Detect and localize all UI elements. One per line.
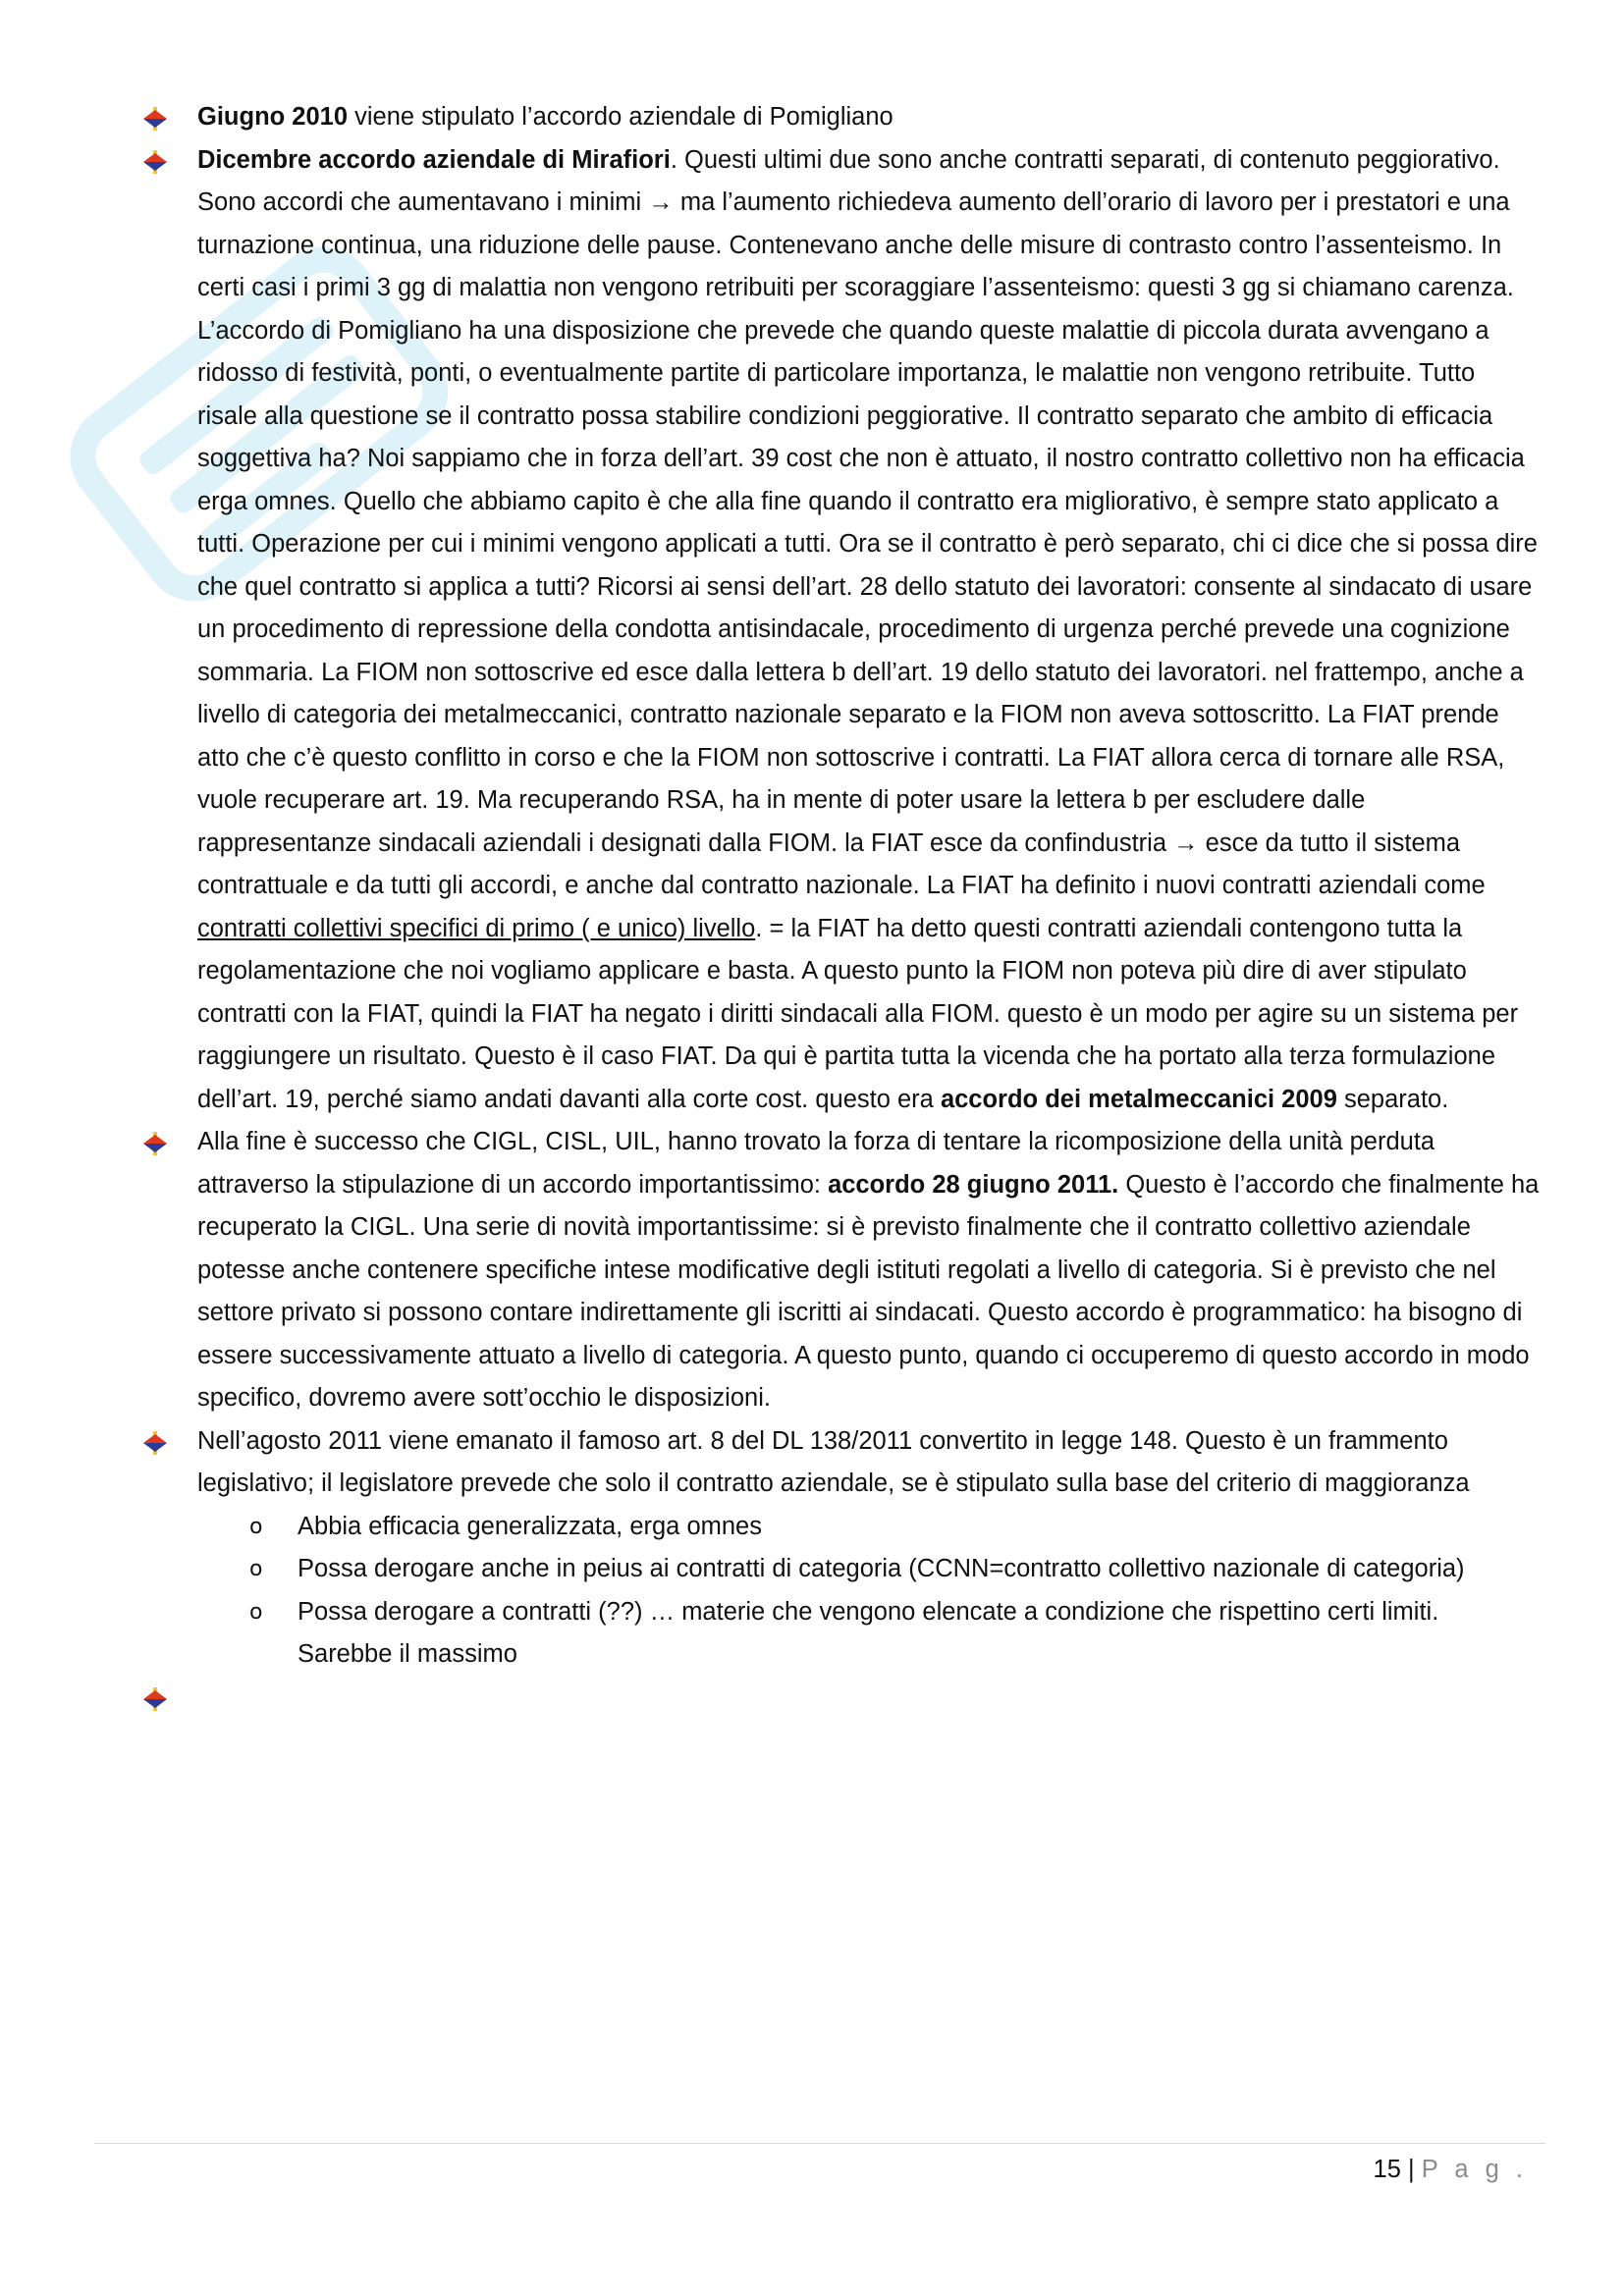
bullet-item xyxy=(145,1420,1540,1506)
bullet-text xyxy=(197,1420,1540,1506)
sub-list-item xyxy=(145,1506,1540,1549)
sub-list-item xyxy=(145,1548,1540,1591)
bullet-text xyxy=(197,139,1540,1122)
underlined-text-segment: contratti collettivi specifici di primo ( e unico) livello xyxy=(197,914,756,942)
bullet-arrow-icon xyxy=(143,1431,167,1455)
sub-list-text: Possa derogare a contratti (??) … materie che vengono elencate a condizione che rispettino certi limiti. Sarebbe il massimo xyxy=(298,1597,1439,1668)
sub-list-item xyxy=(145,1591,1540,1677)
bullet-item xyxy=(145,1121,1540,1420)
bullet-arrow-icon xyxy=(143,150,167,174)
sub-bullet-marker: o xyxy=(249,1599,263,1625)
text-segment: separato. xyxy=(1336,1085,1449,1113)
sub-bullet-marker: o xyxy=(249,1557,263,1581)
bullet-text xyxy=(197,96,1540,139)
bold-text-segment: Dicembre accordo aziendale di Mirafiori xyxy=(197,145,671,174)
bullet-item xyxy=(145,139,1540,1122)
bullet-item xyxy=(145,96,1540,139)
text-segment: Nell’agosto 2011 viene emanato il famoso art. 8 del DL 138/2011 convertito in legge 148. Questo è un frammento legislativo; il legislatore prevede che solo il contratto aziendale, se è stipulato sulla base del criterio di maggioranza xyxy=(197,1426,1470,1497)
bullet-text xyxy=(197,1121,1540,1420)
bullet-item-empty xyxy=(145,1677,1540,1720)
text-segment: . = la FIAT ha detto questi contratti aziendali contengono tutta la regolamentazione che noi vogliamo applicare e basta. A questo punto la FIOM non poteva più dire di aver stipulato contratti con la FIAT, quindi la FIAT ha negato i diritti sindacali alla FIOM. questo è un modo per agire su un sistema per raggiungere un risultato. Questo è il caso FIAT. Da qui è partita tutta la vicenda che ha portato alla terza formulazione dell’art. 19, perché siamo andati davanti alla corte cost. questo era xyxy=(197,914,1519,1113)
text-segment: Alla fine è successo che CIGL, CISL, UIL, hanno trovato la forza di tentare la ricomposizione della unità perduta attraverso la stipulazione di un accordo importantissimo: xyxy=(197,1128,1435,1199)
page-content xyxy=(145,96,1540,1719)
page-number: 15 xyxy=(1373,2156,1401,2183)
sub-list-text: Possa derogare anche in peius ai contratti di categoria (CCNN=contratto collettivo nazionale di categoria) xyxy=(298,1555,1465,1582)
sub-list xyxy=(145,1506,1540,1677)
page-footer xyxy=(1374,2152,1528,2187)
bold-text-segment: Giugno 2010 xyxy=(197,103,349,131)
footer-divider xyxy=(94,2143,1545,2144)
bullet-arrow-icon xyxy=(143,107,167,131)
bullet-arrow-icon xyxy=(143,1132,167,1155)
sub-list-text: Abbia efficacia generalizzata, erga omnes xyxy=(298,1512,762,1540)
page-label: P a g . xyxy=(1421,2156,1528,2183)
footer-separator: | xyxy=(1408,2156,1415,2183)
bullet-arrow-icon xyxy=(143,1687,167,1711)
bold-text-segment: accordo dei metalmeccanici 2009 xyxy=(940,1085,1337,1113)
text-segment: . Questi ultimi due sono anche contratti separati, di contenuto peggiorativo. Sono accordi che aumentavano i minimi → ma l’aumento richiedeva aumento dell’orario di lavoro per i prestatori e una turnazione continua, una riduzione delle pause. Contenevano anche delle misure di contrasto contro l’assenteismo. In certi casi i primi 3 gg di malattia non vengono retribuiti per scoraggiare l’assenteismo: questi 3 gg si chiamano carenza. L’accordo di Pomigliano ha una disposizione che prevede che quando queste malattie di piccola durata avvengano a ridosso di festività, ponti, o eventualmente partite di particolare importanza, le malattie non vengono retribuite. Tutto risale alla questione se il contratto possa stabilire condizioni peggiorative. Il contratto separato che ambito di efficacia soggettiva ha? Noi sappiamo che in forza dell’art. 39 cost che non è attuato, il nostro contratto collettivo non ha efficacia erga omnes. Quello che abbiamo capito è che alla fine quando il contratto era migliorativo, è sempre stato applicato a tutti. Operazione per cui i minimi vengono applicati a tutti. Ora se il contratto è però separato, chi ci dice che si possa dire che quel contratto si applica a tutti? Ricorsi ai sensi dell’art. 28 dello statuto dei lavoratori: consente al sindacato di usare un procedimento di repressione della condotta antisindacale, procedimento di urgenza perché prevede una cognizione sommaria. La FIOM non sottoscrive ed esce dalla lettera b dell’art. 19 dello statuto dei lavoratori. nel frattempo, anche a livello di categoria dei metalmeccanici, contratto nazionale separato e la FIOM non aveva sottoscritto. La FIAT prende atto che c’è questo conflitto in corso e che la FIOM non sottoscrive i contratti. La FIAT allora cerca di tornare alle RSA, vuole recuperare art. 19. Ma recuperando RSA, ha in mente di poter usare la lettera b per escludere dalle rappresentanze sindacali aziendali i designati dalla FIOM. la FIAT esce da confindustria → esce da tutto il sistema contrattuale e da tutti gli accordi, e anche dal contratto nazionale. La FIAT ha definito i nuovi contratti aziendali come xyxy=(197,145,1538,899)
bold-text-segment: accordo 28 giugno 2011. xyxy=(828,1170,1119,1199)
text-segment: viene stipulato l’accordo aziendale di Pomigliano xyxy=(348,103,893,131)
sub-bullet-marker: o xyxy=(249,1514,263,1539)
text-segment: Questo è l’accordo che finalmente ha recuperato la CIGL. Una serie di novità importantissime: si è previsto finalmente che il contratto collettivo aziendale potesse anche contenere specifiche intese modificative degli istituti regolati a livello di categoria. Si è previsto che nel settore privato si possono contare indirettamente gli iscritti ai sindacati. Questo accordo è programmatico: ha bisogno di essere successivamente attuato a livello di categoria. A questo punto, quando ci occuperemo di questo accordo in modo specifico, dovremo avere sott’occhio le disposizioni. xyxy=(197,1170,1540,1412)
